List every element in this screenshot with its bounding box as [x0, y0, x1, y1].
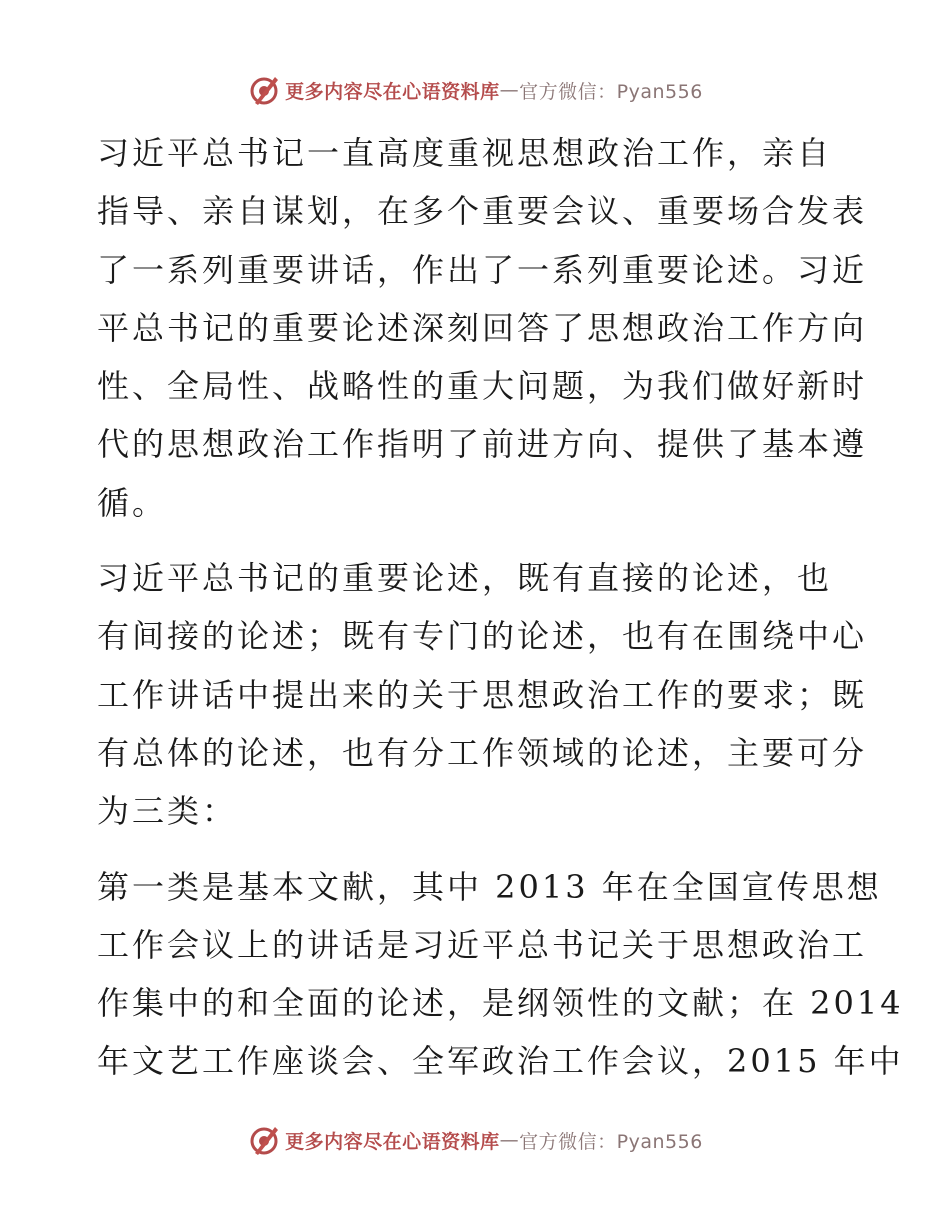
brush-logo-icon	[247, 1123, 281, 1157]
text-line: 工作讲话中提出来的关于思想政治工作的要求；既	[97, 675, 868, 714]
text-line: 了一系列重要讲话，作出了一系列重要论述。习近	[97, 250, 868, 289]
text-line: 指导、亲自谋划，在多个重要会议、重要场合发表	[97, 192, 868, 231]
document-body	[97, 124, 904, 1091]
text-line: 代的思想政治工作指明了前进方向、提供了基本遵	[97, 425, 868, 464]
text-line: 习近平总书记的重要论述，既有直接的论述，也	[97, 559, 833, 598]
banner-separator: —	[499, 79, 520, 101]
text-line: 工作会议上的讲话是习近平总书记关于思想政治工	[97, 925, 868, 964]
paragraph-1	[97, 124, 868, 532]
header-watermark-banner	[0, 70, 950, 110]
text-line: 为三类：	[97, 792, 238, 831]
text-line: 年文艺工作座谈会、全军政治工作会议，2015 年中	[97, 1042, 904, 1081]
text-line: 作集中的和全面的论述，是纲领性的文献；在 2014	[97, 984, 904, 1023]
banner-wechat-text: 官方微信：Pyan556	[519, 80, 703, 103]
text-line: 循。	[97, 483, 168, 522]
footer-watermark-banner	[0, 1120, 950, 1160]
banner-main-text: 更多内容尽在心语资料库	[285, 1130, 500, 1153]
banner-main-text: 更多内容尽在心语资料库	[285, 80, 500, 103]
text-line: 有总体的论述，也有分工作领域的论述，主要可分	[97, 733, 868, 772]
banner-wechat-text: 官方微信：Pyan556	[519, 1130, 703, 1153]
brush-logo-icon	[247, 73, 281, 107]
text-line: 第一类是基本文献，其中 2013 年在全国宣传思想	[97, 867, 882, 906]
text-line: 性、全局性、战略性的重大问题，为我们做好新时	[97, 367, 868, 406]
banner-separator: —	[499, 1129, 520, 1151]
paragraph-2	[97, 549, 868, 840]
text-line: 习近平总书记一直高度重视思想政治工作，亲自	[97, 134, 833, 172]
paragraph-3	[97, 858, 904, 1091]
text-line: 有间接的论述；既有专门的论述，也有在围绕中心	[97, 617, 868, 656]
text-line: 平总书记的重要论述深刻回答了思想政治工作方向	[97, 308, 868, 347]
